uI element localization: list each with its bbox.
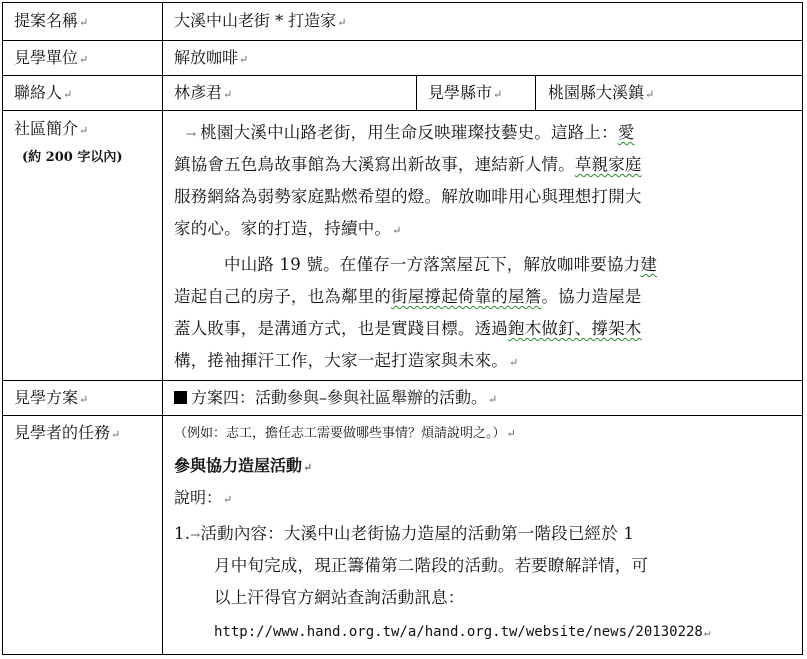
tasks-heading: 參與協力造屋活動↵ bbox=[174, 456, 313, 475]
community-para2-line4: 構，捲袖揮汗工作，大家一起打造家與未來。↵ bbox=[174, 351, 519, 370]
table-border-left bbox=[2, 2, 3, 655]
community-para2-line2: 造起自己的房子，也為鄰里的街屋撐起倚靠的屋簷。協力造屋是 bbox=[174, 287, 642, 306]
row-divider bbox=[2, 110, 803, 111]
checked-box-icon bbox=[174, 391, 187, 404]
plan-label: 見學方案↵ bbox=[14, 388, 89, 407]
row-divider bbox=[2, 40, 803, 41]
tasks-hint: （例如：志工，擔任志工需要做哪些事情？煩請說明之。）↵ bbox=[174, 426, 516, 441]
community-label: 社區簡介↵ bbox=[14, 119, 89, 138]
tasks-label: 見學者的任務↵ bbox=[14, 423, 121, 442]
proposal-form bbox=[2, 2, 803, 655]
table-border-bottom bbox=[2, 654, 803, 655]
city-value: 桃園縣大溪鎮↵ bbox=[548, 83, 655, 102]
tasks-item-line2: 月中旬完成，現正籌備第二階段的活動。若要瞭解詳情，可 bbox=[214, 556, 649, 575]
community-para1-line2: 鎮協會五色鳥故事館為大溪寫出新故事，連結新人情。草親家庭 bbox=[174, 155, 642, 174]
table-border-right bbox=[802, 2, 803, 655]
table-border-top bbox=[2, 2, 803, 3]
tasks-note-label: 說明：↵ bbox=[174, 488, 233, 507]
tasks-item-line1: 1.→活動內容：大溪中山老街協力造屋的活動第一階段已經於 1 bbox=[174, 524, 635, 543]
plan-value: 方案四：活動參與–參與社區舉辦的活動。↵ bbox=[174, 388, 497, 410]
column-divider bbox=[162, 2, 163, 655]
tasks-url[interactable]: http://www.hand.org.tw/a/hand.org.tw/website/news/20130228↵ bbox=[214, 624, 711, 640]
column-divider bbox=[535, 75, 536, 110]
city-label: 見學縣市↵ bbox=[428, 83, 503, 102]
tasks-item-line3: 以上汗得官方網站查詢活動訊息： bbox=[214, 588, 465, 607]
community-para1-line1: → 桃園大溪中山路老街，用生命反映璀璨技藝史。這路上：愛 bbox=[186, 123, 635, 142]
visit-unit-label: 見學單位↵ bbox=[14, 48, 89, 67]
row-divider bbox=[2, 380, 803, 381]
community-para2-line1: 中山路 19 號。在僅存一方落窯屋瓦下，解放咖啡要協力建 bbox=[224, 255, 658, 274]
community-para1-line4: 家的心。家的打造，持續中。↵ bbox=[174, 219, 402, 238]
visit-unit-value: 解放咖啡↵ bbox=[174, 48, 249, 67]
row-divider bbox=[2, 75, 803, 76]
proposal-name-value: 大溪中山老街 * 打造家↵ bbox=[174, 11, 347, 30]
contact-label: 聯絡人↵ bbox=[14, 83, 73, 102]
contact-value: 林彥君↵ bbox=[174, 83, 233, 102]
proposal-name-label: 提案名稱↵ bbox=[14, 11, 89, 30]
community-para1-line3: 服務網絡為弱勢家庭點燃希望的燈。解放咖啡用心與理想打開大 bbox=[174, 187, 642, 206]
community-sublabel: (約 200 字以內) bbox=[22, 150, 123, 165]
row-divider bbox=[2, 415, 803, 416]
column-divider bbox=[416, 75, 417, 110]
community-para2-line3: 蓋人敗事，是溝通方式，也是實踐目標。透過鉋木做釘、撐架木 bbox=[174, 319, 642, 338]
